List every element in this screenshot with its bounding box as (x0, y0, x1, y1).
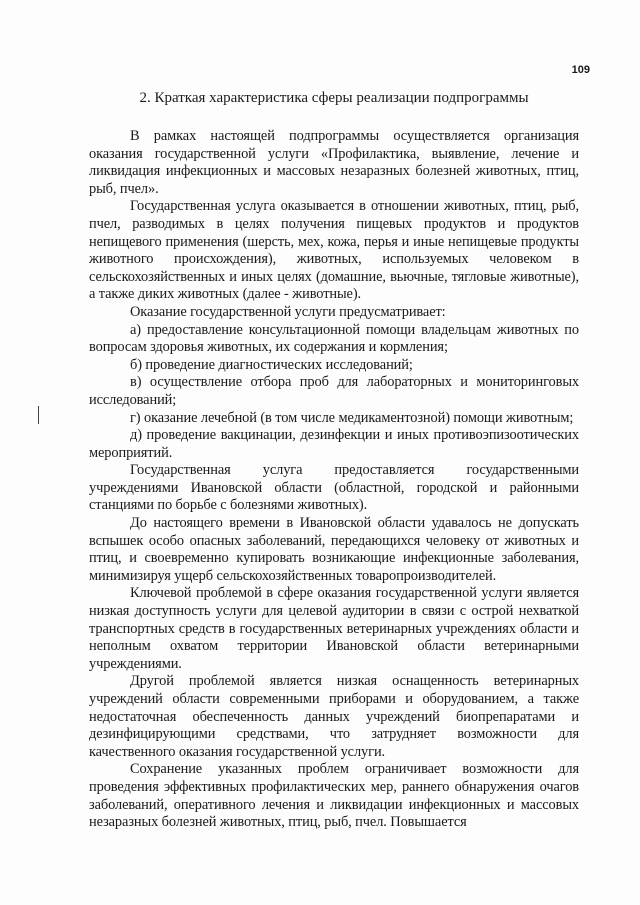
paragraph-service-provides: Оказание государственной услуги предусматривает: (130, 303, 446, 320)
section-heading: 2. Краткая характеристика сферы реализации подпрограммы (139, 90, 529, 106)
list-item-a: а) предоставление консультационной помощи владельцам животных по вопросам здоровья животных, их содержания и кормления; (89, 321, 579, 356)
list-item-v: в) осуществление отбора проб для лабораторных и мониторинговых исследований; (89, 374, 579, 408)
list-item-b: б) проведение диагностических исследований; (130, 356, 413, 373)
paragraph-consequences: Сохранение указанных проблем ограничивает возможности для проведения эффективных профилактических мер, раннего обнаружения очагов заболеваний, оперативного лечения и ликвидации инфекционных и массовых незаразных болезней животных, птиц, рыб, пчел. Повышается (89, 761, 579, 831)
list-item-g: г) оказание лечебной (в том числе медикаментозной) помощи животным; (130, 409, 574, 426)
list-item-d: д) проведение вакцинации, дезинфекции и иных противоэпизоотических мероприятий. (89, 427, 579, 461)
margin-mark (38, 406, 39, 424)
paragraph-key-problem: Ключевой проблемой в сфере оказания государственной услуги является низкая доступность услуги для целевой аудитории в связи с острой нехваткой транспортных средств в государственных ветеринарных учреждениях области и неполным охватом территории Ивановской области ветеринарными учреждениями. (89, 585, 579, 672)
paragraph-other-problem: Другой проблемой является низкая оснащенность ветеринарных учреждений области современными приборами и оборудованием, а также недостаточная обеспеченность данных учреждений биопрепаратами и дезинфицирующими средствами, что затрудняет возможности для качественного оказания государственной услуги. (89, 673, 579, 760)
page-content (89, 88, 579, 832)
paragraph-history: До настоящего времени в Ивановской области удавалось не допускать вспышек особо опасных заболеваний, передающихся человеку от животных и птиц, и своевременно купировать возникающие инфекционные заболевания, минимизируя ущерб сельскохозяйственных товаропроизводителей. (89, 515, 579, 584)
page-number: 109 (571, 64, 590, 76)
paragraph-providers: Государственная услуга предоставляется государственными учреждениями Ивановской области (областной, городской и районными станциями по борьбе с болезнями животных). (89, 462, 579, 514)
paragraph-intro: В рамках настоящей подпрограммы осуществляется организация оказания государственной услуги «Профилактика, выявление, лечение и ликвидация инфекционных и массовых незаразных болезней животных, птиц, рыб, пчел». (89, 128, 579, 197)
paragraph-service-scope: Государственная услуга оказывается в отношении животных, птиц, рыб, пчел, разводимых в целях получения пищевых продуктов и продуктов непищевого применения (шерсть, мех, кожа, перья и иные непищевые продукты животного происхождения), животных, используемых человеком в сельскохозяйственных и иных целях (домашние, вьючные, тягловые животные), а также диких животных (далее - животные). (89, 198, 579, 303)
